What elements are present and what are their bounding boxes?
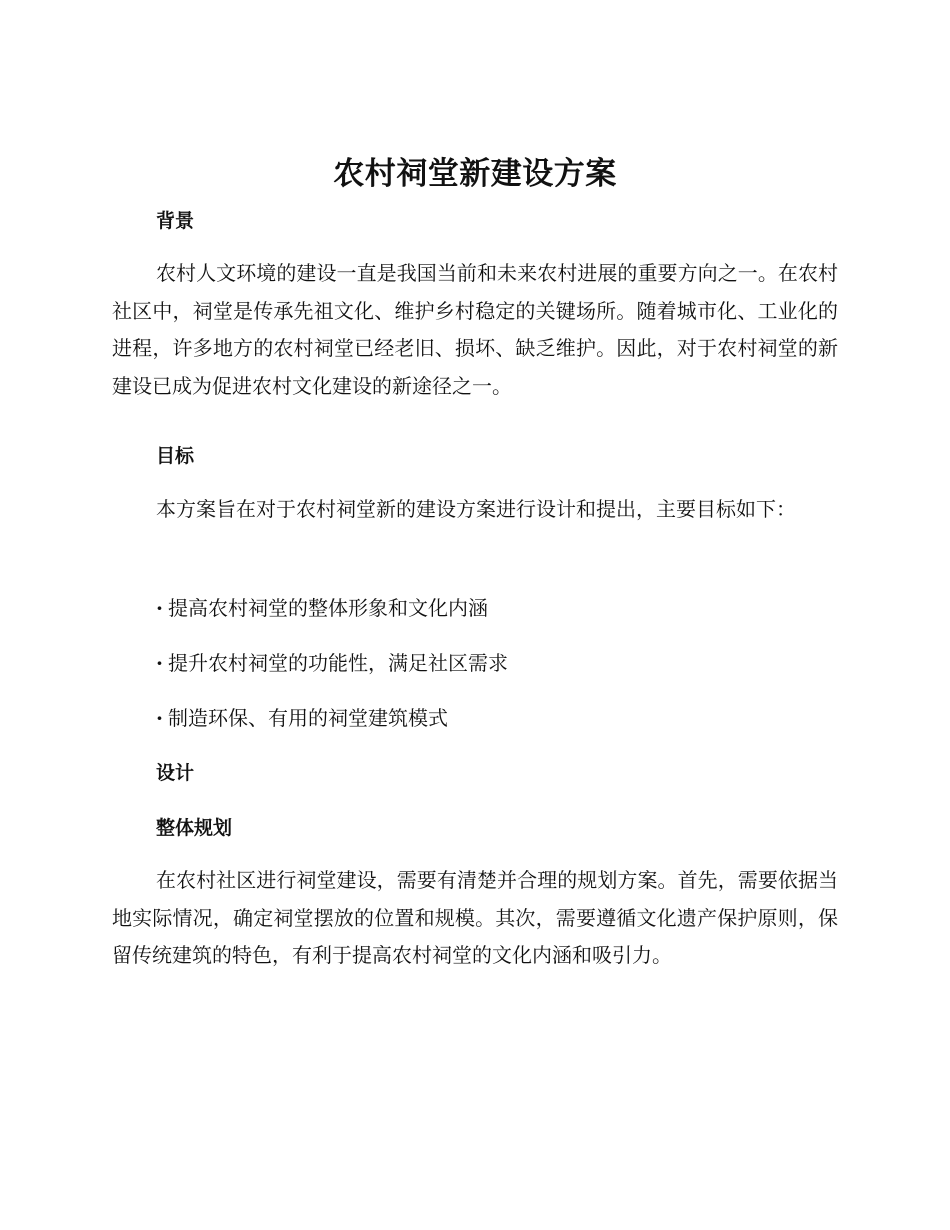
goal-item-text: 提升农村祠堂的功能性，满足社区需求 (168, 651, 508, 675)
goal-list-item (156, 648, 508, 678)
overall-planning-paragraph: 在农村社区进行祠堂建设，需要有清楚并合理的规划方案。首先，需要依据当地实际情况，确定祠堂摆放的位置和规模。其次，需要遵循文化遗产保护原则，保留传统建筑的特色，有利于提高农村祠堂的文化内涵和吸引力。 (112, 868, 838, 967)
goals-paragraph: 本方案旨在对于农村祠堂新的建设方案进行设计和提出，主要目标如下： (156, 497, 796, 521)
document-title: 农村祠堂新建设方案 (333, 156, 617, 192)
section-heading-background: 背景 (156, 210, 195, 232)
subsection-heading-overall-planning: 整体规划 (156, 817, 233, 839)
section-heading-goals: 目标 (156, 445, 195, 467)
section-heading-design: 设计 (156, 762, 195, 784)
bullet-marker: · (156, 596, 163, 620)
goal-list-item (156, 703, 448, 733)
goal-item-text: 提高农村祠堂的整体形象和文化内涵 (168, 596, 488, 620)
goal-item-text: 制造环保、有用的祠堂建筑模式 (168, 706, 448, 730)
goal-list-item (156, 593, 488, 623)
background-paragraph: 农村人文环境的建设一直是我国当前和未来农村进展的重要方向之一。在农村社区中，祠堂是传承先祖文化、维护乡村稳定的关键场所。随着城市化、工业化的进程，许多地方的农村祠堂已经老旧、损坏、缺乏维护。因此，对于农村祠堂的新建设已成为促进农村文化建设的新途径之一。 (112, 261, 838, 398)
bullet-marker: · (156, 706, 163, 730)
bullet-marker: · (156, 651, 163, 675)
